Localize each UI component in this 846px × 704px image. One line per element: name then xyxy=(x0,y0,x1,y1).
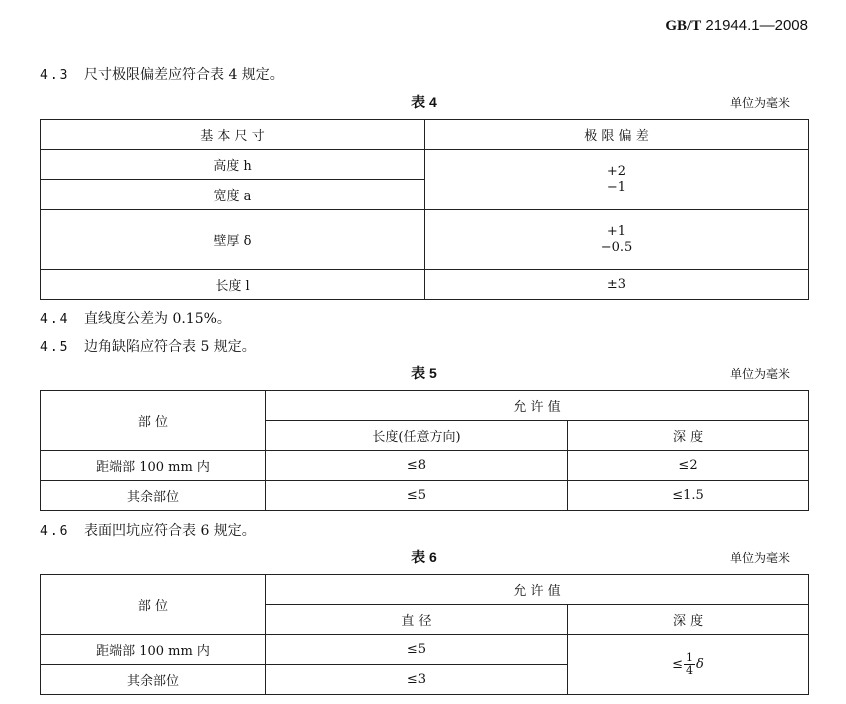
table5-row-length: ≤8 xyxy=(266,451,568,481)
clause-number: 4.3 xyxy=(40,68,70,83)
clause-number: 4.5 xyxy=(40,340,70,355)
standard-code: 21944.1—2008 xyxy=(705,17,808,34)
table6-unit: 单位为毫米 xyxy=(729,551,790,565)
table4-row-wall: 壁厚 δ xyxy=(41,210,425,270)
table4-row-length: 长度 l xyxy=(41,270,425,300)
table4-unit: 单位为毫米 xyxy=(729,96,790,110)
table5-row-part: 其余部位 xyxy=(41,481,266,511)
fraction-denominator: 4 xyxy=(686,664,694,677)
table5-row-depth: ≤2 xyxy=(568,451,809,481)
clause-number: 4.6 xyxy=(40,524,70,539)
table5-header-part: 部 位 xyxy=(41,391,266,451)
standard-prefix: GB/T xyxy=(665,18,702,34)
table5-row-length: ≤5 xyxy=(266,481,568,511)
fraction-numerator: 1 xyxy=(686,651,694,664)
clause-4-6 xyxy=(40,520,256,540)
tol-upper: +1 xyxy=(606,223,627,239)
clause-number: 4.4 xyxy=(40,312,70,327)
table6-title: 表 6 xyxy=(411,549,437,565)
tol-lower: −1 xyxy=(606,179,627,195)
table6-row-part: 其余部位 xyxy=(41,665,266,695)
table6-caption xyxy=(40,547,808,567)
table6-row-part: 距端部 100 mm 内 xyxy=(41,635,266,665)
table6-row-diameter: ≤5 xyxy=(266,635,568,665)
clause-text: 直线度公差为 0.15%。 xyxy=(84,311,231,327)
fraction xyxy=(684,652,695,677)
clause-4-3 xyxy=(40,64,284,84)
table4-tol-wall xyxy=(425,210,809,270)
clause-text: 尺寸极限偏差应符合表 4 规定。 xyxy=(84,67,284,83)
table5-unit: 单位为毫米 xyxy=(729,367,790,381)
tol-upper: +2 xyxy=(606,163,627,179)
table5-caption xyxy=(40,363,808,383)
standard-number xyxy=(665,17,808,35)
table6-header-diameter: 直 径 xyxy=(266,605,568,635)
table4-row-height: 高度 h xyxy=(41,150,425,180)
table5-header-depth: 深 度 xyxy=(568,421,809,451)
depth-symbol: δ xyxy=(696,657,704,672)
table5-title: 表 5 xyxy=(411,365,437,381)
table6-header-depth: 深 度 xyxy=(568,605,809,635)
table6-row-diameter: ≤3 xyxy=(266,665,568,695)
table6-depth-value xyxy=(568,635,809,695)
table4-title: 表 4 xyxy=(411,94,437,110)
table5 xyxy=(40,390,809,511)
table4-caption xyxy=(40,92,808,112)
table5-row-part: 距端部 100 mm 内 xyxy=(41,451,266,481)
table6-header-allowed: 允 许 值 xyxy=(266,575,809,605)
table4-tol-length: ±3 xyxy=(425,270,809,300)
clause-4-5 xyxy=(40,336,256,356)
table6-header-part: 部 位 xyxy=(41,575,266,635)
table4 xyxy=(40,119,809,300)
table4-tol-height-width xyxy=(425,150,809,210)
table4-row-width: 宽度 a xyxy=(41,180,425,210)
table4-header-size: 基 本 尺 寸 xyxy=(41,120,425,150)
clause-text: 表面凹坑应符合表 6 规定。 xyxy=(84,523,256,539)
table5-header-allowed: 允 许 值 xyxy=(266,391,809,421)
tol-lower: −0.5 xyxy=(600,239,633,255)
clause-4-4 xyxy=(40,308,231,328)
table5-row-depth: ≤1.5 xyxy=(568,481,809,511)
table6 xyxy=(40,574,809,695)
table5-header-length: 长度(任意方向) xyxy=(266,421,568,451)
clause-text: 边角缺陷应符合表 5 规定。 xyxy=(84,339,256,355)
depth-prefix: ≤ xyxy=(672,657,684,672)
table4-header-tolerance: 极 限 偏 差 xyxy=(425,120,809,150)
